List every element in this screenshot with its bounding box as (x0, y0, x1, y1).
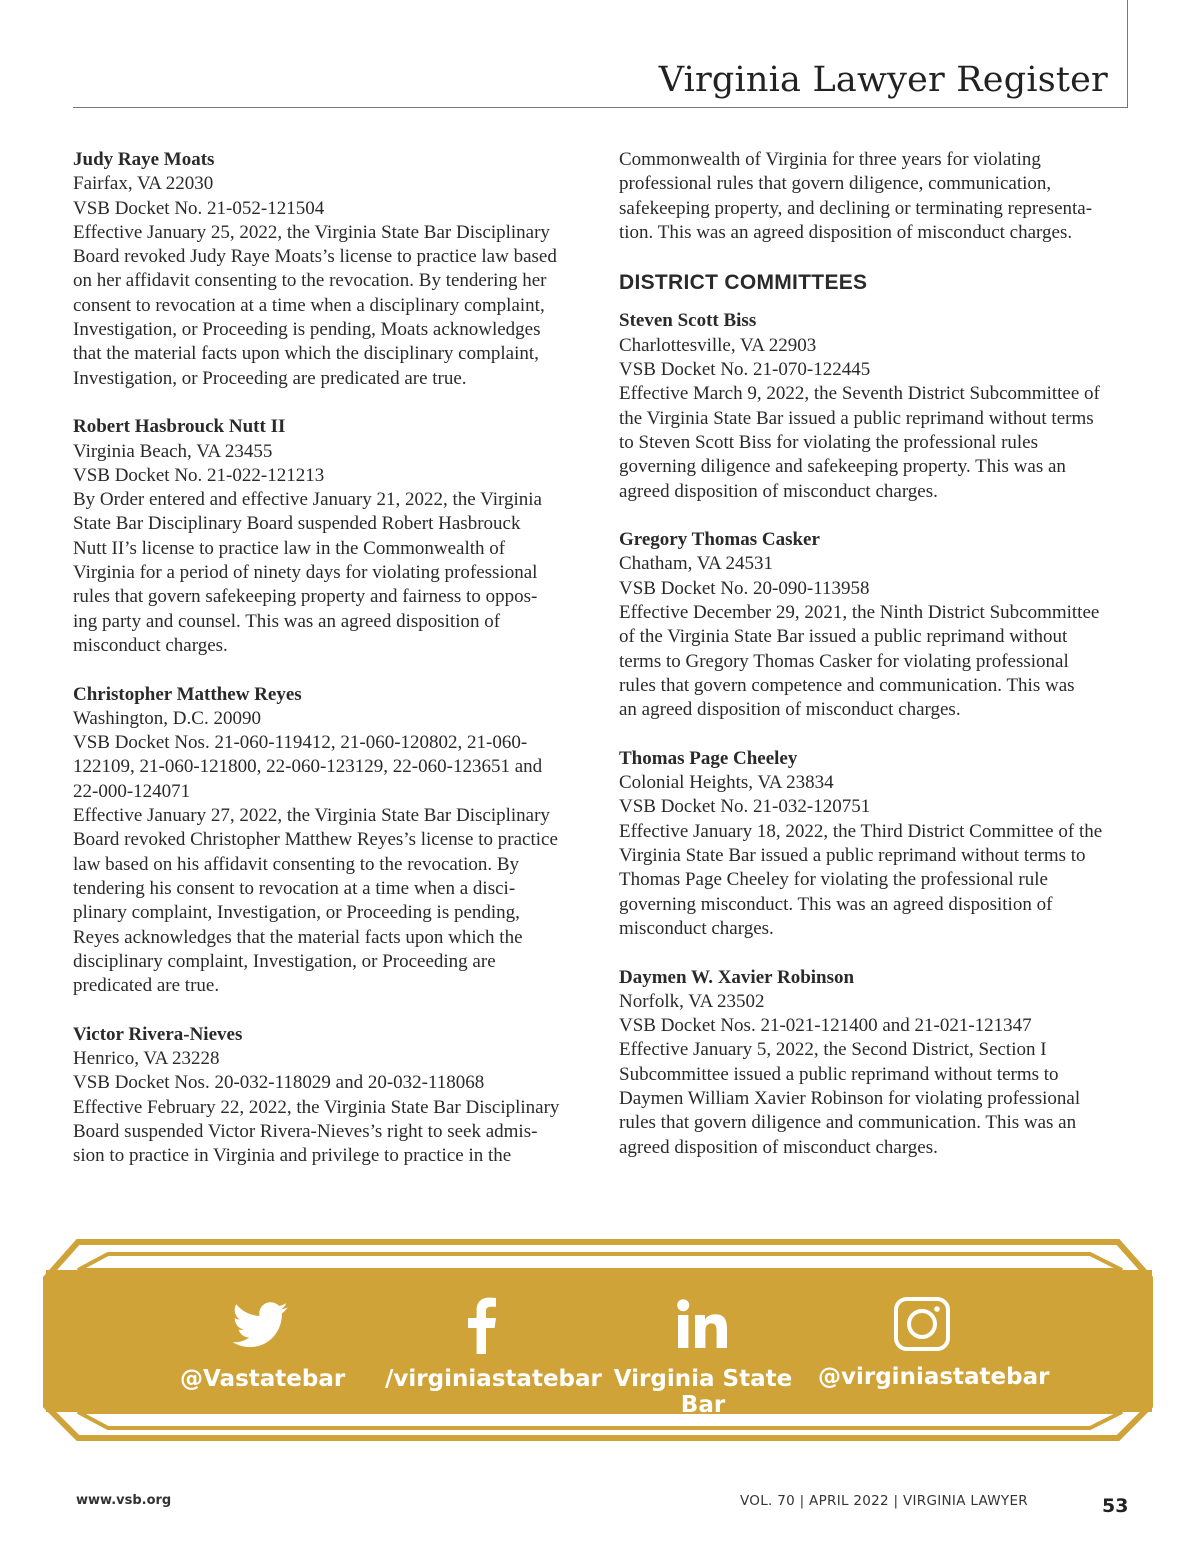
entry-text-line: Daymen William Xavier Robinson for violating professional (619, 1087, 1081, 1109)
page-number: 53 (1102, 1495, 1129, 1517)
instagram-handle[interactable]: @virginiastatebar (818, 1364, 1050, 1390)
attorney-location: Washington, D.C. 20090 (73, 707, 261, 729)
instagram-icon[interactable] (893, 1296, 951, 1352)
attorney-name: Robert Hasbrouck Nutt II (73, 416, 286, 438)
entry-text-line: governing misconduct. This was an agreed disposition of (619, 893, 1053, 915)
docket-number: VSB Docket No. 21-022-121213 (73, 464, 325, 486)
entry-text-line: agreed disposition of misconduct charges. (619, 480, 938, 502)
entry-text-line: rules that govern safekeeping property and fairness to oppos- (73, 586, 538, 608)
attorney-location: Chatham, VA 24531 (619, 553, 773, 575)
twitter-handle[interactable]: @Vastatebar (180, 1366, 346, 1392)
entry-text-line: tendering his consent to revocation at a time when a disci- (73, 877, 516, 899)
docket-number: VSB Docket Nos. 21-060-119412, 21-060-120802, 21-060- (73, 732, 528, 754)
entry-text-line: Subcommittee issued a public reprimand without terms to (619, 1063, 1059, 1085)
register-entry (619, 747, 1131, 941)
entry-text-line: agreed disposition of misconduct charges. (619, 1136, 938, 1158)
entry-text-line: predicated are true. (73, 975, 220, 997)
entry-text-line: Effective January 27, 2022, the Virginia State Bar Disciplinary (73, 805, 550, 827)
attorney-name: Victor Rivera-Nieves (73, 1023, 243, 1045)
attorney-name: Gregory Thomas Casker (619, 529, 820, 551)
docket-number-cont: 122109, 21-060-121800, 22-060-123129, 22-060-123651 and (73, 756, 543, 778)
entry-text-line: Investigation, or Proceeding is pending, Moats acknowledges (73, 319, 541, 341)
entry-text-line: consent to revocation at a time when a disciplinary complaint, (73, 294, 545, 316)
entry-text-line: Board revoked Judy Raye Moats’s license to practice law based (73, 246, 557, 268)
attorney-name: Steven Scott Biss (619, 310, 757, 332)
footer-publication: VOL. 70 | APRIL 2022 | VIRGINIA LAWYER (740, 1493, 1028, 1509)
header-vertical-rule (1127, 0, 1128, 108)
docket-number: VSB Docket No. 20-090-113958 (619, 577, 870, 599)
register-entry (73, 148, 585, 391)
entry-text-line: ing party and counsel. This was an agreed disposition of (73, 610, 501, 632)
entry-text-line: Virginia for a period of ninety days for violating professional (73, 562, 538, 584)
entry-text-line: tion. This was an agreed disposition of misconduct charges. (619, 221, 1073, 243)
linkedin-handle[interactable]: Virginia State Bar (613, 1366, 793, 1418)
entry-text-line: safekeeping property, and declining or terminating representa- (619, 197, 1093, 219)
entry-text-line: Reyes acknowledges that the material facts upon which the (73, 926, 523, 948)
docket-number: VSB Docket No. 21-052-121504 (73, 197, 325, 219)
docket-number-cont: 22-000-124071 (73, 780, 191, 802)
entry-text-line: an agreed disposition of misconduct charges. (619, 699, 961, 721)
entry-text-line: Effective December 29, 2021, the Ninth District Subcommittee (619, 602, 1100, 624)
header-rule (73, 107, 1128, 108)
register-entry (73, 415, 585, 658)
facebook-handle[interactable]: /virginiastatebar (385, 1366, 602, 1392)
entry-text-line: misconduct charges. (73, 634, 228, 656)
attorney-name: Judy Raye Moats (73, 149, 215, 170)
attorney-location: Henrico, VA 23228 (73, 1047, 220, 1069)
entry-text-line: Commonwealth of Virginia for three years for violating (619, 149, 1041, 170)
entry-text-line: Effective February 22, 2022, the Virginia State Bar Disciplinary (73, 1096, 560, 1118)
entry-text-line: governing diligence and safekeeping property. This was an (619, 456, 1066, 478)
docket-number: VSB Docket Nos. 20-032-118029 and 20-032-118068 (73, 1072, 485, 1094)
section-heading: DISTRICT COMMITTEES (619, 271, 868, 295)
register-entry (619, 309, 1131, 503)
docket-number: VSB Docket No. 21-070-122445 (619, 359, 871, 381)
attorney-location: Virginia Beach, VA 23455 (73, 440, 273, 462)
attorney-location: Charlottesville, VA 22903 (619, 334, 817, 356)
entry-text-line: Effective January 25, 2022, the Virginia State Bar Disciplinary (73, 221, 550, 243)
continued-entry (619, 148, 1131, 245)
entry-text-line: sion to practice in Virginia and privilege to practice in the (73, 1145, 512, 1167)
docket-number: VSB Docket Nos. 21-021-121400 and 21-021-121347 (619, 1015, 1032, 1037)
entry-text-line: to Steven Scott Biss for violating the professional rules (619, 431, 1039, 453)
entry-text-line: disciplinary complaint, Investigation, or Proceeding are (73, 950, 496, 972)
entry-text-line: Nutt II’s license to practice law in the Commonwealth of (73, 537, 506, 559)
twitter-icon[interactable] (232, 1302, 288, 1348)
register-entry (619, 966, 1131, 1160)
attorney-name: Christopher Matthew Reyes (73, 683, 302, 705)
entry-text-line: State Bar Disciplinary Board suspended Robert Hasbrouck (73, 513, 521, 535)
entry-text-line: that the material facts upon which the disciplinary complaint, (73, 343, 539, 365)
register-entry (73, 1023, 585, 1169)
entry-text-line: rules that govern competence and communication. This was (619, 674, 1075, 696)
linkedin-icon[interactable] (676, 1298, 728, 1350)
entry-text-line: Thomas Page Cheeley for violating the professional rule (619, 869, 1048, 891)
entry-text-line: law based on his affidavit consenting to the revocation. By (73, 853, 520, 875)
register-entry (619, 528, 1131, 722)
facebook-icon[interactable] (466, 1296, 496, 1354)
attorney-location: Norfolk, VA 23502 (619, 990, 765, 1012)
entry-text-line: By Order entered and effective January 21, 2022, the Virginia (73, 489, 542, 511)
attorney-name: Thomas Page Cheeley (619, 747, 798, 769)
entry-text-line: Effective January 5, 2022, the Second District, Section I (619, 1039, 1047, 1061)
entry-text-line: Board suspended Victor Rivera-Nieves’s right to seek admis- (73, 1120, 538, 1142)
docket-number: VSB Docket No. 21-032-120751 (619, 796, 871, 818)
entry-text-line: Effective March 9, 2022, the Seventh District Subcommittee of (619, 383, 1100, 405)
entry-text-line: rules that govern diligence and communication. This was an (619, 1112, 1077, 1134)
entry-text-line: misconduct charges. (619, 917, 774, 939)
page-header-title: Virginia Lawyer Register (658, 60, 1108, 100)
entry-text-line: the Virginia State Bar issued a public reprimand without terms (619, 407, 1094, 429)
left-column (73, 148, 585, 1193)
entry-text-line: on her affidavit consenting to the revocation. By tendering her (73, 270, 547, 292)
footer-website[interactable]: www.vsb.org (76, 1493, 172, 1508)
register-entry (73, 683, 585, 999)
entry-text-line: plinary complaint, Investigation, or Proceeding is pending, (73, 902, 520, 924)
entry-text-line: Virginia State Bar issued a public reprimand without terms to (619, 845, 1086, 867)
attorney-name: Daymen W. Xavier Robinson (619, 966, 855, 988)
entry-text-line: terms to Gregory Thomas Casker for violating professional (619, 650, 1069, 672)
entry-text-line: of the Virginia State Bar issued a public reprimand without (619, 626, 1068, 648)
entry-text-line: professional rules that govern diligence, communication, (619, 173, 1052, 195)
entry-text-line: Board revoked Christopher Matthew Reyes’s license to practice (73, 829, 558, 851)
right-column (619, 148, 1131, 1184)
social-media-banner (0, 1230, 1200, 1450)
entry-text-line: Effective January 18, 2022, the Third District Committee of the (619, 820, 1103, 842)
attorney-location: Fairfax, VA 22030 (73, 173, 214, 195)
entry-text-line: Investigation, or Proceeding are predicated are true. (73, 367, 467, 389)
attorney-location: Colonial Heights, VA 23834 (619, 772, 834, 794)
